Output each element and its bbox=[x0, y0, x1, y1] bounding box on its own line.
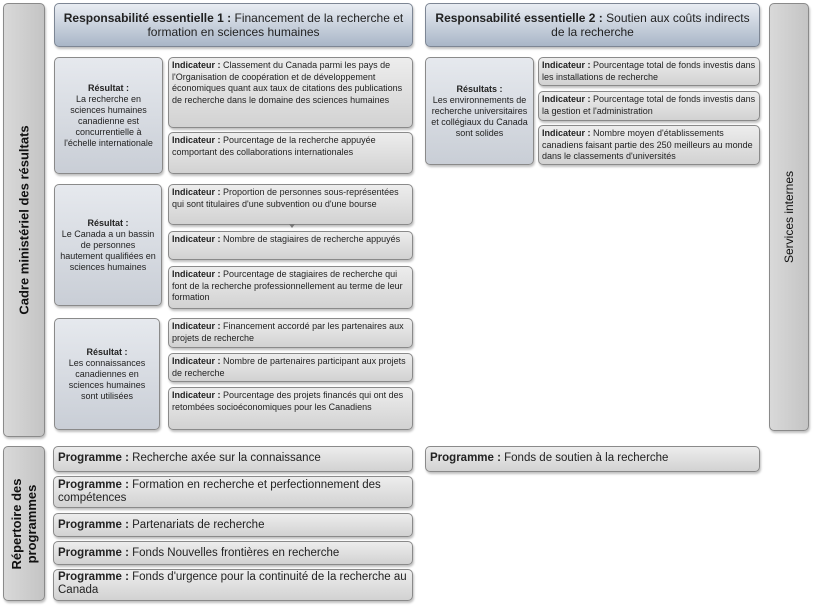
indicateur-label: Indicateur : bbox=[172, 356, 221, 366]
programme-text: Fonds Nouvelles frontières en recherche bbox=[132, 547, 340, 559]
connector-arrow-icon bbox=[289, 224, 295, 228]
repertoire-programmes-label bbox=[9, 478, 39, 569]
indicateur-6 bbox=[168, 318, 413, 348]
resultat-1-text: La recherche en sciences humaines canadienne est concurrentielle à l'échelle internationale bbox=[64, 93, 153, 148]
indicateur-7 bbox=[168, 353, 413, 382]
programme-label: Programme : bbox=[430, 452, 501, 464]
responsabilite-2-header bbox=[425, 3, 760, 47]
indicateur-text: Pourcentage de la recherche appuyée comportant des collaborations internationales bbox=[172, 135, 376, 157]
indicateur-4 bbox=[168, 231, 413, 260]
resultat-2-text: Le Canada a un bassin de personnes hautement qualifiées en sciences humaines bbox=[60, 228, 156, 272]
resultat-2-box bbox=[54, 184, 162, 306]
indicateur-text: Nombre de stagiaires de recherche appuyés bbox=[223, 234, 401, 244]
programme-text: Fonds de soutien à la recherche bbox=[504, 452, 669, 464]
programme-label: Programme : bbox=[58, 479, 129, 491]
programme-label: Programme : bbox=[58, 571, 129, 583]
indicateur-9 bbox=[538, 57, 760, 86]
services-internes-box bbox=[769, 3, 809, 431]
programme-label: Programme : bbox=[58, 452, 129, 464]
programme-text: Recherche axée sur la connaissance bbox=[132, 452, 321, 464]
indicateur-text: Pourcentage total de fonds investis dans la gestion et l'administration bbox=[542, 94, 756, 116]
indicateur-1 bbox=[168, 57, 413, 128]
programme-text: Fonds d'urgence pour la continuité de la recherche au Canada bbox=[58, 571, 407, 596]
programme-5 bbox=[53, 569, 413, 601]
resultat-3-label: Résultat : bbox=[86, 346, 128, 357]
resultat-4-label: Résultats : bbox=[456, 83, 503, 94]
programme-1 bbox=[53, 446, 413, 472]
responsabilite-2-text: Soutien aux coûts indirects de la recherche bbox=[551, 11, 750, 39]
repertoire-label-line2: programmes bbox=[24, 484, 39, 563]
resultat-4-box bbox=[425, 57, 534, 165]
indicateur-label: Indicateur : bbox=[542, 128, 591, 138]
indicateur-text: Nombre moyen d'établissements canadiens faisant partie des 250 meilleurs au monde dans le classements d'universités bbox=[542, 128, 753, 161]
indicateur-text: Proportion de personnes sous-représentées qui sont titulaires d'une subvention ou d'une bourse bbox=[172, 187, 399, 209]
responsabilite-1-label: Responsabilité essentielle 1 : bbox=[63, 11, 232, 25]
indicateur-3 bbox=[168, 184, 413, 225]
resultat-2-label: Résultat : bbox=[87, 217, 129, 228]
indicateur-label: Indicateur : bbox=[172, 60, 221, 70]
indicateur-label: Indicateur : bbox=[172, 321, 221, 331]
programme-text: Partenariats de recherche bbox=[132, 519, 265, 531]
indicateur-label: Indicateur : bbox=[172, 135, 221, 145]
responsabilite-2-label: Responsabilité essentielle 2 : bbox=[435, 11, 603, 25]
indicateur-2 bbox=[168, 132, 413, 174]
indicateur-8 bbox=[168, 387, 413, 430]
cadre-ministeriel-label: Cadre ministériel des résultats bbox=[16, 125, 32, 315]
responsabilite-1-header bbox=[54, 3, 413, 47]
services-internes-label: Services internes bbox=[782, 170, 796, 264]
programme-3 bbox=[53, 513, 413, 537]
indicateur-label: Indicateur : bbox=[172, 390, 221, 400]
indicateur-label: Indicateur : bbox=[172, 269, 221, 279]
indicateur-5 bbox=[168, 266, 413, 309]
programme-text: Formation en recherche et perfectionnement des compétences bbox=[58, 479, 381, 504]
indicateur-text: Pourcentage de stagiaires de recherche qui font de la recherche professionnellement au terme de leur formation bbox=[172, 269, 403, 302]
programme-4 bbox=[53, 541, 413, 565]
indicateur-11 bbox=[538, 125, 760, 165]
resultat-4-text: Les environnements de recherche universitaires et collégiaux du Canada sont solides bbox=[431, 94, 528, 138]
indicateur-label: Indicateur : bbox=[172, 234, 221, 244]
cadre-ministeriel-sidebar bbox=[3, 3, 45, 437]
indicateur-text: Nombre de partenaires participant aux projets de recherche bbox=[172, 356, 406, 378]
programme-label: Programme : bbox=[58, 547, 129, 559]
programme-2 bbox=[53, 476, 413, 508]
indicateur-text: Financement accordé par les partenaires aux projets de recherche bbox=[172, 321, 404, 343]
indicateur-10 bbox=[538, 91, 760, 121]
resultat-1-label: Résultat : bbox=[87, 82, 129, 93]
indicateur-text: Classement du Canada parmi les pays de l'Organisation de coopération et de développement économiques quant aux taux de citations des publications de recherche dans le domaine des sciences humaines bbox=[172, 60, 403, 105]
resultat-3-box bbox=[54, 318, 160, 430]
repertoire-label-line1: Répertoire des bbox=[9, 477, 24, 570]
indicateur-label: Indicateur : bbox=[172, 187, 221, 197]
responsabilite-1-text: Financement de la recherche et formation en sciences humaines bbox=[147, 11, 404, 39]
programme-label: Programme : bbox=[58, 519, 129, 531]
programme-6 bbox=[425, 446, 760, 472]
indicateur-text: Pourcentage total de fonds investis dans les installations de recherche bbox=[542, 60, 756, 82]
indicateur-label: Indicateur : bbox=[542, 60, 591, 70]
indicateur-label: Indicateur : bbox=[542, 94, 591, 104]
indicateur-text: Pourcentage des projets financés qui ont des retombées socioéconomiques pour les Canadiens bbox=[172, 390, 404, 412]
resultat-1-box bbox=[54, 57, 163, 174]
resultat-3-text: Les connaissances canadiennes en sciences humaines sont utilisées bbox=[68, 357, 146, 401]
repertoire-programmes-sidebar bbox=[3, 446, 45, 601]
